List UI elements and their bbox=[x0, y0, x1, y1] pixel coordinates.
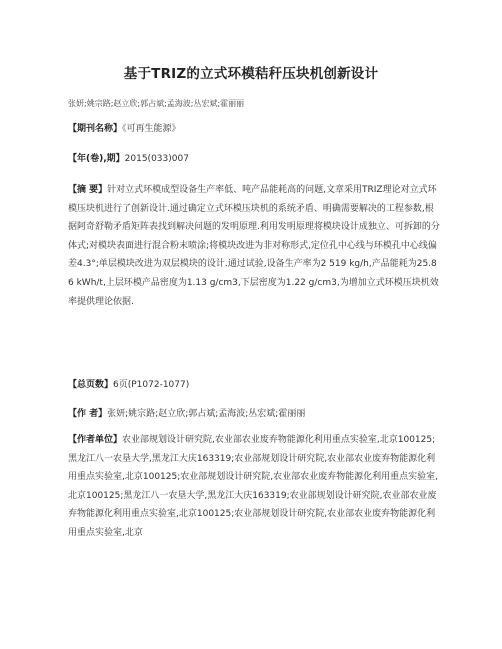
year-issue-field bbox=[68, 150, 440, 169]
pages-label: 【总页数】 bbox=[68, 380, 114, 390]
author-line: 张妍;姚宗路;赵立欣;郭占斌;孟海波;丛宏斌;霍丽丽 bbox=[68, 99, 245, 108]
affiliation-label: 【作者单位】 bbox=[68, 435, 123, 445]
paper-title: 基于TRIZ的立式环模秸秆压块机创新设计 bbox=[123, 66, 379, 82]
pages-value: 6页(P1072-1077) bbox=[113, 380, 190, 390]
abstract-value: 针对立式环模成型设备生产率低、吨产品能耗高的问题,文章采用TRIZ理论对立式环模压块机进行了创新设计.通过确定立式环模压块机的系统矛盾、明确需要解决的工程参数,根据阿奇舒勒矛盾矩阵表找到解决问题的发明原理.利用发明原理将模块设计成独立、可拆卸的分体式;对模块表面进行混合粉末喷涂;将模块改进为非对称形式,定位孔中心线与环模孔中心线偏差4.3°;单层模块改进为双层模块的设计.通过试验,设备生产率为2 519 kg/h,产品能耗为25.86 kWh/t,上层环模产品密度为1.13 g/cm3,下层密度为1.22 g/cm3,为增加立式环模压块机效率提供理论依据. bbox=[68, 185, 440, 307]
pages-field bbox=[68, 376, 440, 395]
affiliation-value: 农业部规划设计研究院,农业部农业废弃物能源化利用重点实验室,北京100125;黑龙江八一农垦大学,黑龙江大庆163319;农业部规划设计研究院,农业部农业废弃物能源化利用重点实验室,北京100125;农业部规划设计研究院,农业部农业废弃物能源化利用重点实验室,北京100125;黑龙江八一农垦大学,黑龙江大庆163319;农业部规划设计研究院,农业部农业废弃物能源化利用重点实验室,北京100125;农业部规划设计研究院,农业部农业废弃物能源化利用重点实验室,北京 bbox=[68, 435, 438, 538]
year-issue-value: 2015(033)007 bbox=[124, 154, 189, 164]
abstract-field bbox=[68, 181, 440, 311]
journal-field bbox=[68, 120, 440, 139]
authors-value: 张妍;姚宗路;赵立欣;郭占斌;孟海波;丛宏斌;霍丽丽 bbox=[107, 409, 306, 419]
journal-value: 《可再生能源》 bbox=[122, 124, 181, 134]
abstract-label: 【摘 要】 bbox=[68, 185, 108, 195]
affiliation-field bbox=[68, 431, 440, 543]
year-issue-label: 【年(卷),期】 bbox=[68, 154, 125, 164]
authors-label: 【作 者】 bbox=[68, 409, 108, 419]
authors-field bbox=[68, 405, 440, 424]
journal-label: 【期刊名称】 bbox=[68, 124, 123, 134]
